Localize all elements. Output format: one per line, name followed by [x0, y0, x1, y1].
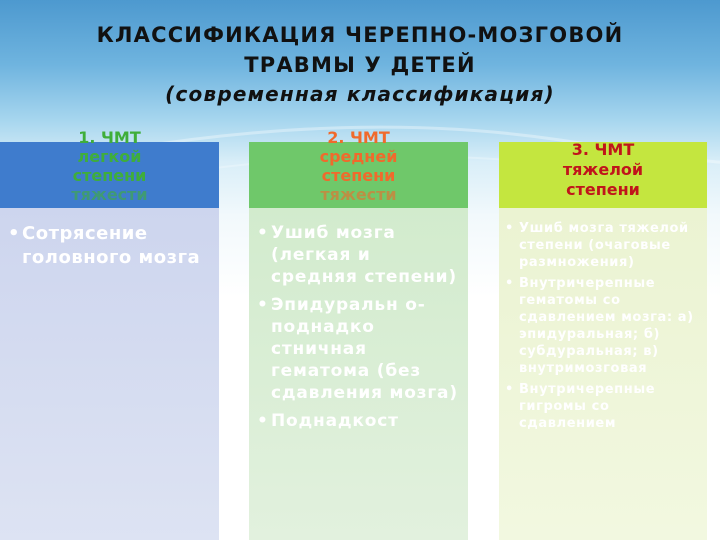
list-item: • Внутричерепные гигромы со сдавлением [505, 381, 701, 432]
heading-line: средней [319, 147, 398, 166]
list-item: • Ушиб мозга тяжелой степени (очаговые размножения) [505, 220, 701, 271]
heading-line: тяжести [320, 185, 397, 204]
heading-line: степени [566, 180, 640, 199]
list-item: • Сотрясение головного мозга [8, 222, 209, 270]
list-item: • Внутричерепные гематомы со сдавлением мозга: а) эпидуральная; б) субдуральная; в) внутримозговая [505, 275, 701, 377]
column-severe-body [499, 208, 707, 540]
list-item: • Ушиб мозга (легкая и средняя степени) [257, 222, 460, 288]
title-line-1: КЛАССИФИКАЦИЯ ЧЕРЕПНО-МОЗГОВОЙ [96, 23, 624, 47]
list-item: • Эпидуральн о-поднадко стничная гематома (без сдавления мозга) [257, 294, 460, 404]
heading-line: степени [72, 166, 147, 185]
title-line-2: ТРАВМЫ У ДЕТЕЙ [244, 53, 476, 77]
heading-line: 2. ЧМТ [327, 128, 390, 147]
heading-line: легкой [77, 147, 142, 166]
slide-title [0, 20, 720, 108]
heading-line: степени [321, 166, 396, 185]
heading-line: 1. ЧМТ [78, 128, 141, 147]
column-moderate-heading [249, 128, 468, 208]
heading-line: тяжелой [562, 160, 644, 179]
list-item: • Поднадкост [257, 410, 460, 432]
title-subtitle: (современная классификация) [165, 82, 555, 106]
column-severe-heading [499, 142, 707, 208]
column-mild-body [0, 208, 219, 540]
column-mild-heading [0, 128, 219, 208]
column-moderate-body [249, 208, 468, 540]
heading-line: 3. ЧМТ [571, 140, 635, 159]
heading-line: тяжести [71, 185, 148, 204]
